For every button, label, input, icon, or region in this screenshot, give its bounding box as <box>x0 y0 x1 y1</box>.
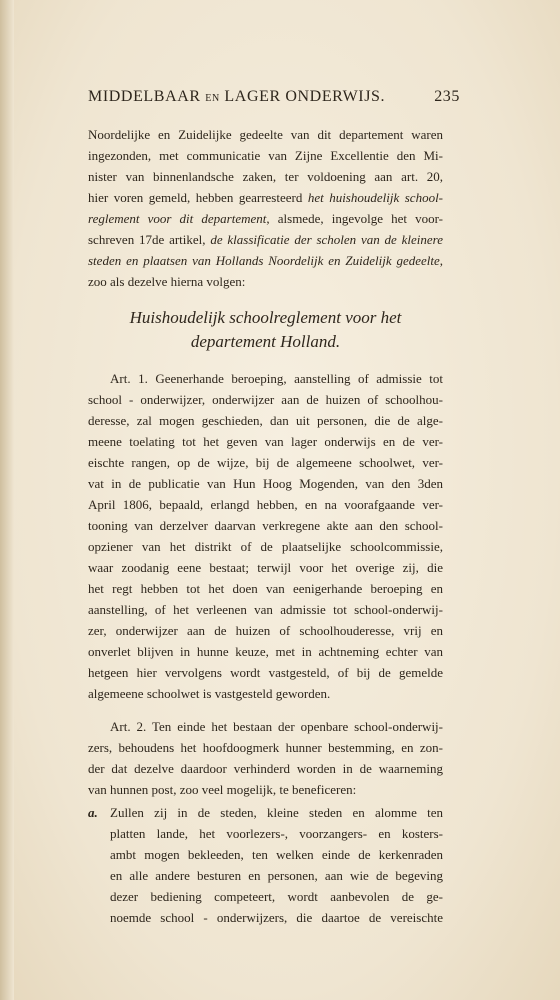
page-body <box>88 124 443 928</box>
text-line: dezer bediening competeert, wordt aanbevolen de ge- <box>110 889 443 904</box>
section-title-line-2: departement Holland. <box>190 332 341 351</box>
text-line: tooning van derzelver daarvan verkregene akte aan den school- <box>88 518 443 533</box>
text-line: en alle andere besturen en personen, aan wie de begeving <box>110 868 443 883</box>
text-line: nister van binnenlandsche zaken, ter voldoening aan art. 20, <box>88 169 443 184</box>
text-line: school - onderwijzer, onderwijzer aan de huizen of schoolhou- <box>88 392 443 407</box>
text-line: eischte rangen, op de wijze, bij de algemeene schoolwet, ver- <box>88 455 443 470</box>
text-line: van hunnen post, zoo veel mogelijk, te beneficeren: <box>88 782 357 797</box>
text-line: zer, onderwijzer aan de huizen of schoolhouderesse, vrij en <box>88 623 443 638</box>
title-part-3: LAGER ONDERWIJS. <box>224 88 386 105</box>
text-line: noemde school - onderwijzers, die daartoe de vereischte <box>110 910 443 925</box>
text-line: deresse, zal mogen geschieden, dan uit personen, die de alge- <box>88 413 443 428</box>
section-title <box>88 306 443 354</box>
text-line: onverlet blijven in hunne keuze, met in achtneming echter van <box>88 644 443 659</box>
text-line: algemeene schoolwet is vastgesteld geworden. <box>88 686 331 701</box>
text-line: meene toelating tot het geven van lager onderwijs en de ver- <box>88 434 443 449</box>
text-line: platten lande, het voorlezers-, voorzangers- en kosters- <box>110 826 443 841</box>
text-line: aanstelling, of het verleenen van admissie tot school-onderwij- <box>88 602 443 617</box>
intro-paragraph <box>88 124 443 292</box>
binding-gutter <box>0 0 14 1000</box>
section-title-line-1: Huishoudelijk schoolreglement voor het <box>129 308 402 327</box>
text-line: schreven 17de artikel, de klassificatie der scholen van de kleinere <box>88 232 443 247</box>
title-part-1: MIDDELBAAR <box>88 88 201 105</box>
text-line: ambt mogen bekleeden, ten welken einde de kerkenraden <box>110 847 443 862</box>
text-line: hetgeen hier vervolgens wordt vastgesteld, of bij de gemelde <box>88 665 443 680</box>
text-line: zers, behoudens het hoofdoogmerk hunner bestemming, en zon- <box>88 740 443 755</box>
running-header <box>88 88 460 106</box>
text-line: opziener van het distrikt of de plaatselijke schoolcommissie, <box>88 539 443 554</box>
text-line: het regt hebben tot het doen van eenigerhande beroeping en <box>88 581 443 596</box>
text-line: waar zoodanig eene bestaat; terwijl voor het overige zij, die <box>88 560 443 575</box>
running-title <box>88 88 385 106</box>
item-a <box>88 802 443 928</box>
text-line: zoo als dezelve hierna volgen: <box>88 274 246 289</box>
text-line: April 1806, bepaald, erlangd hebben, en na voorafgaande ver- <box>88 497 443 512</box>
article-2 <box>88 716 443 800</box>
text-line: Noordelijke en Zuidelijke gedeelte van dit departement waren <box>88 127 443 142</box>
text-line: a. Zullen zij in de steden, kleine steden en alomme ten <box>88 802 443 823</box>
text-line: hier voren gemeld, hebben gearresteerd het huishoudelijk school- <box>88 190 443 205</box>
article-1 <box>88 368 443 704</box>
text-line: Art. 2. Ten einde het bestaan der openbare school-onderwij- <box>110 719 443 734</box>
text-line: vat in de publicatie van Hun Hoog Mogenden, van den 3den <box>88 476 443 491</box>
text-line: reglement voor dit departement, alsmede, ingevolge het voor- <box>88 211 443 226</box>
text-line: der dat dezelve daardoor verhinderd worden in de waarneming <box>88 761 443 776</box>
title-part-2: EN <box>205 93 220 104</box>
text-line: ingezonden, met communicatie van Zijne Excellentie den Mi- <box>88 148 443 163</box>
text-line: steden en plaatsen van Hollands Noordelijk en Zuidelijk gedeelte, <box>88 253 443 268</box>
text-line: Art. 1. Geenerhande beroeping, aanstelling of admissie tot <box>110 371 443 386</box>
item-marker: a. <box>88 805 98 820</box>
page-number: 235 <box>434 88 460 105</box>
